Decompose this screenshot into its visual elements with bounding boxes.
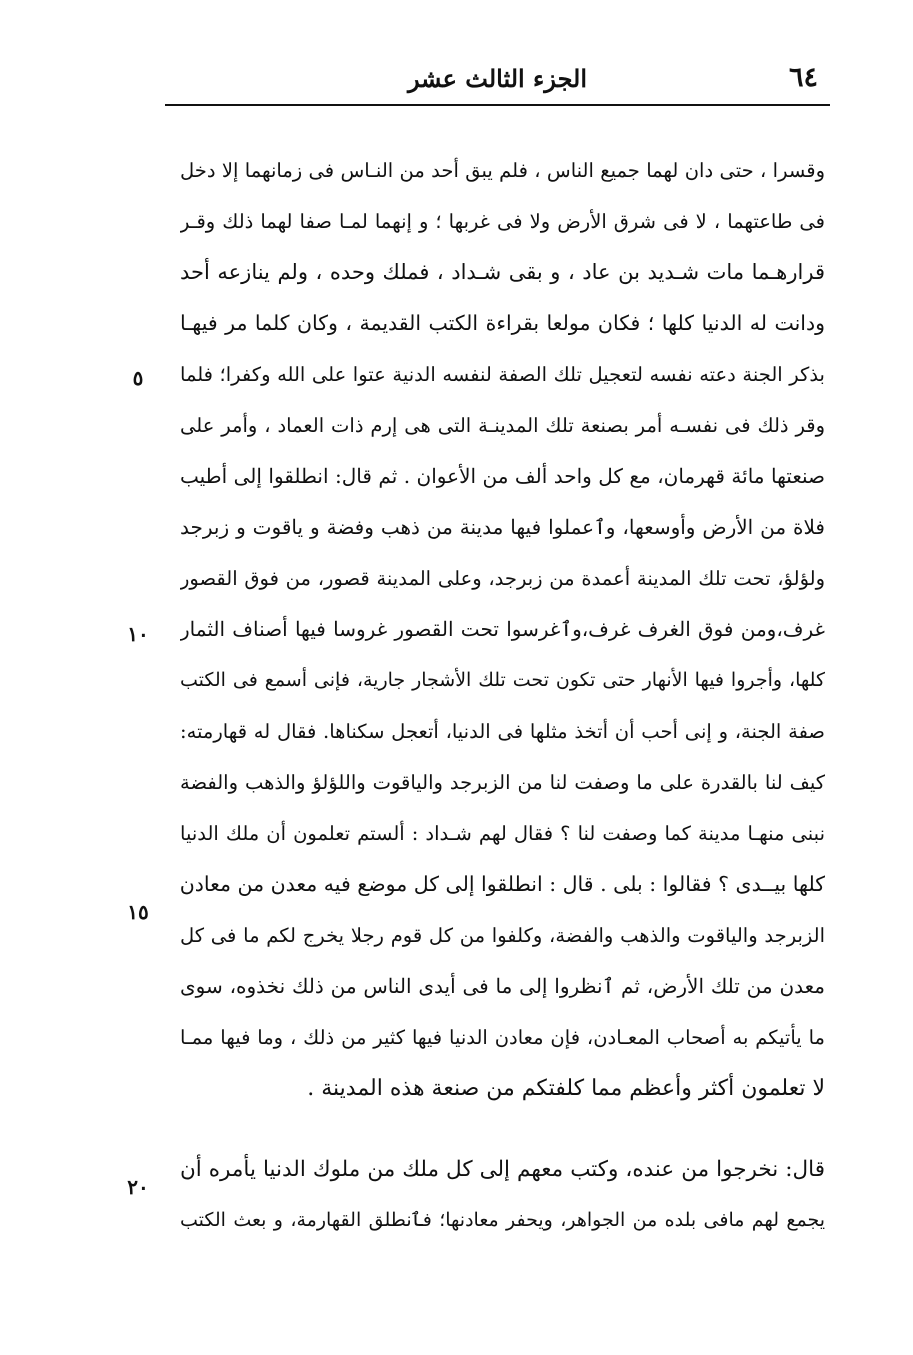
text-line: كلها، وأجروا فيها الأنهار حتى تكون تحت تلك الأشجار جارية، فإنى أسمع فى الكتب <box>180 669 825 691</box>
header-rule <box>165 104 830 106</box>
page-number: ٦٤ <box>788 62 818 93</box>
running-head: الجزء الثالث عشر <box>407 64 588 93</box>
text-line: ما يأتيكم به أصحاب المعـادن، فإن معادن الدنيا فيها كثير من ذلك ، وما فيها ممـا <box>180 1026 825 1049</box>
text-line: فلاة من الأرض وأوسعها، وٱعملوا فيها مدينة من ذهب وفضة و ياقوت و زبرجد <box>180 515 825 539</box>
text-line: نبنى منهـا مدينة كما وصفت لنا ؟ فقال لهم شـداد : ألستم تعلمون أن ملك الدنيا <box>180 822 825 845</box>
text-line: غرف،ومن فوق الغرف غرف،وٱغرسوا تحت القصور غروسا فيها أصناف الثمار <box>180 617 825 641</box>
page-header <box>165 56 830 104</box>
body-text <box>180 145 825 1246</box>
text-line: يجمع لهم مافى بلده من الجواهر، ويحفر معادنها؛ فٱنطلق القهارمة، و بعث الكتب <box>180 1209 825 1231</box>
text-line: وقسرا ، حتى دان لهما جميع الناس ، فلم يبق أحد من النـاس فى زمانهما إلا دخل <box>180 159 825 182</box>
text-line: صفة الجنة، و إنى أحب أن أتخذ مثلها فى الدنيا، أتعجل سكناها. فقال له قهارمته: <box>180 720 825 743</box>
text-line: قال: نخرجوا من عنده، وكتب معهم إلى كل ملك من ملوك الدنيا يأمره أن <box>180 1157 825 1182</box>
text-line: ودانت له الدنيا كلها ؛ فكان مولعا بقراءة الكتب القديمة ، وكان كلما مر فيهـا <box>180 311 825 335</box>
text-line: الزبرجد والياقوت والذهب والفضة، وكلفوا من كل قوم رجلا يخرج لكم ما فى كل <box>180 924 825 947</box>
paragraph-gap <box>180 1114 825 1144</box>
line-number-marker: ٥ <box>132 366 144 390</box>
text-line: معدن من تلك الأرض، ثم ٱنظروا إلى ما فى أيدى الناس من ذلك نخذوه، سوى <box>180 974 825 998</box>
line-number-marker: ١٠ <box>127 622 149 646</box>
text-line: وقر ذلك فى نفسـه أمر بصنعة تلك المدينـة التى هى إرم ذات العماد ، وأمر على <box>180 414 825 437</box>
text-line: صنعتها مائة قهرمان، مع كل واحد ألف من الأعوان . ثم قال: انطلقوا إلى أطيب <box>180 464 825 488</box>
text-line: ولؤلؤ، تحت تلك المدينة أعمدة من زبرجد، وعلى المدينة قصور، من فوق القصور <box>180 567 825 590</box>
line-number-marker: ١٥ <box>127 900 149 924</box>
text-line: لا تعلمون أكثر وأعظم مما كلفتكم من صنعة هذه المدينة . <box>307 1076 825 1101</box>
text-line: فى طاعتهما ، لا فى شرق الأرض ولا فى غربها ؛ و إنهما لمـا صفا لهما ذلك وقـر <box>180 210 825 233</box>
text-line: بذكر الجنة دعته نفسه لتعجيل تلك الصفة لنفسه الدنية عتوا على الله وكفرا؛ فلما <box>180 363 825 386</box>
line-number-marker: ٢٠ <box>127 1175 149 1199</box>
text-line: قرارهـما مات شـديد بن عاد ، و بقى شـداد ، فملك وحده ، ولم ينازعه أحد <box>180 260 825 284</box>
text-line: كلها بيــدى ؟ فقالوا : بلى . قال : انطلقوا إلى كل موضع فيه معدن من معادن <box>180 872 825 896</box>
text-line: كيف لنا بالقدرة على ما وصفت لنا من الزبرجد والياقوت واللؤلؤ والذهب والفضة <box>180 771 825 794</box>
